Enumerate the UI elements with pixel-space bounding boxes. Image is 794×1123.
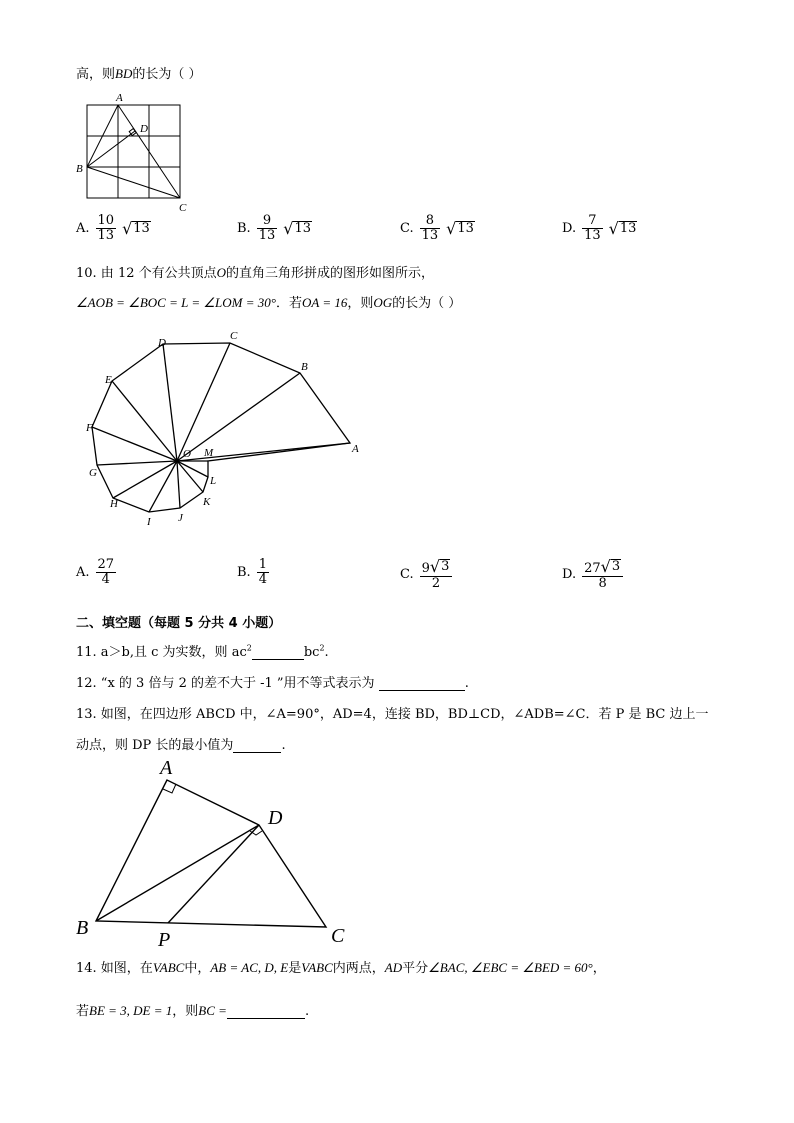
q13-figure (72, 752, 362, 952)
q10-label-h: H (110, 498, 118, 510)
q13-stem-line2: 动点，则 DP 长的最小值为 . (76, 738, 286, 753)
q14-stem-line1: 14. 如图，在VABC中，AB = AC, D, E是VABC内两点，AD平分∠BAC, ∠EBC = ∠BED = 60°， (76, 960, 606, 976)
q9-option-d[interactable]: D. $\frac{7}{13}$ √ 13 (562, 213, 637, 244)
q14-stem-line2: 若BE = 3, DE = 1，则BC = . (76, 1003, 310, 1019)
q10-label-i: I (147, 516, 151, 528)
q12-stem: 12. “x 的 3 倍与 2 的差不大于 -1 ”用不等式表示为 . (76, 676, 469, 691)
q10-option-d[interactable]: D. 27 √ 3 8 (562, 558, 623, 592)
q10-label-j: J (178, 512, 183, 524)
q10-option-b[interactable]: B. $\frac{1}{4}$ (237, 557, 267, 588)
q10-label-k: K (203, 496, 211, 508)
q9-label-d: D (140, 123, 148, 135)
q10-label-g: G (89, 467, 97, 479)
q9-figure (74, 90, 204, 215)
q10-label-m: M (204, 447, 214, 459)
q10-spiral-figure (80, 325, 370, 530)
q10-stem-line2: ∠AOB = ∠BOC = L = ∠LOM = 30°．若OA = 16，则OG的长为（ ） (76, 295, 462, 311)
q9-label-c: C (179, 202, 187, 214)
q9-label-b: B (76, 163, 83, 175)
q10-option-c[interactable]: C. 9 √ 3 2 (400, 558, 452, 592)
q10-label-d: D (158, 337, 166, 349)
q10-label-f: F (86, 422, 93, 434)
q11-answer-blank[interactable] (252, 659, 304, 660)
q10-label-c: C (230, 330, 238, 342)
q9-side-bc (87, 167, 180, 198)
q13-label-p: P (158, 929, 171, 951)
q11-stem: 11. a＞b,且 c 为实数，则 $ac^2$ $bc^2$. (76, 643, 329, 660)
q13-label-c: C (331, 925, 345, 947)
section-fill-in-title: 二、填空题（每题 5 分共 4 小题） (76, 616, 282, 631)
q13-label-b: B (76, 917, 89, 939)
q10-option-a[interactable]: A. $\frac{27}{4}$ (76, 557, 115, 588)
q12-answer-blank[interactable] (379, 690, 465, 691)
q9-option-c[interactable]: C. $\frac{8}{13}$ √ 13 (400, 213, 474, 244)
q10-label-b: B (301, 361, 308, 373)
q13-label-a: A (160, 757, 173, 779)
q9-option-a[interactable]: A. $\frac{10}{13}$ √ 13 (76, 213, 150, 244)
q9-option-b[interactable]: B. $\frac{9}{13}$ √ 13 (237, 213, 311, 244)
q10-label-e: E (105, 374, 112, 386)
q9-label-a: A (116, 92, 123, 104)
q9-stem: 高，则BD的长为（ ） (76, 66, 202, 82)
q10-label-a: A (352, 443, 359, 455)
q14-answer-blank[interactable] (227, 1018, 305, 1019)
q10-label-o: O (183, 448, 191, 460)
q10-label-l: L (210, 475, 217, 487)
q13-stem-line1: 13. 如图，在四边形 ABCD 中，∠A=90°，AD=4，连接 BD，BD⊥CD，∠ADB=∠C．若 P 是 BC 边上一 (76, 707, 709, 722)
q13-label-d: D (268, 807, 283, 829)
q10-stem-line1: 10. 由 12 个有公共顶点O的直角三角形拼成的图形如图所示， (76, 265, 435, 281)
q13-segment-dp (168, 825, 259, 923)
